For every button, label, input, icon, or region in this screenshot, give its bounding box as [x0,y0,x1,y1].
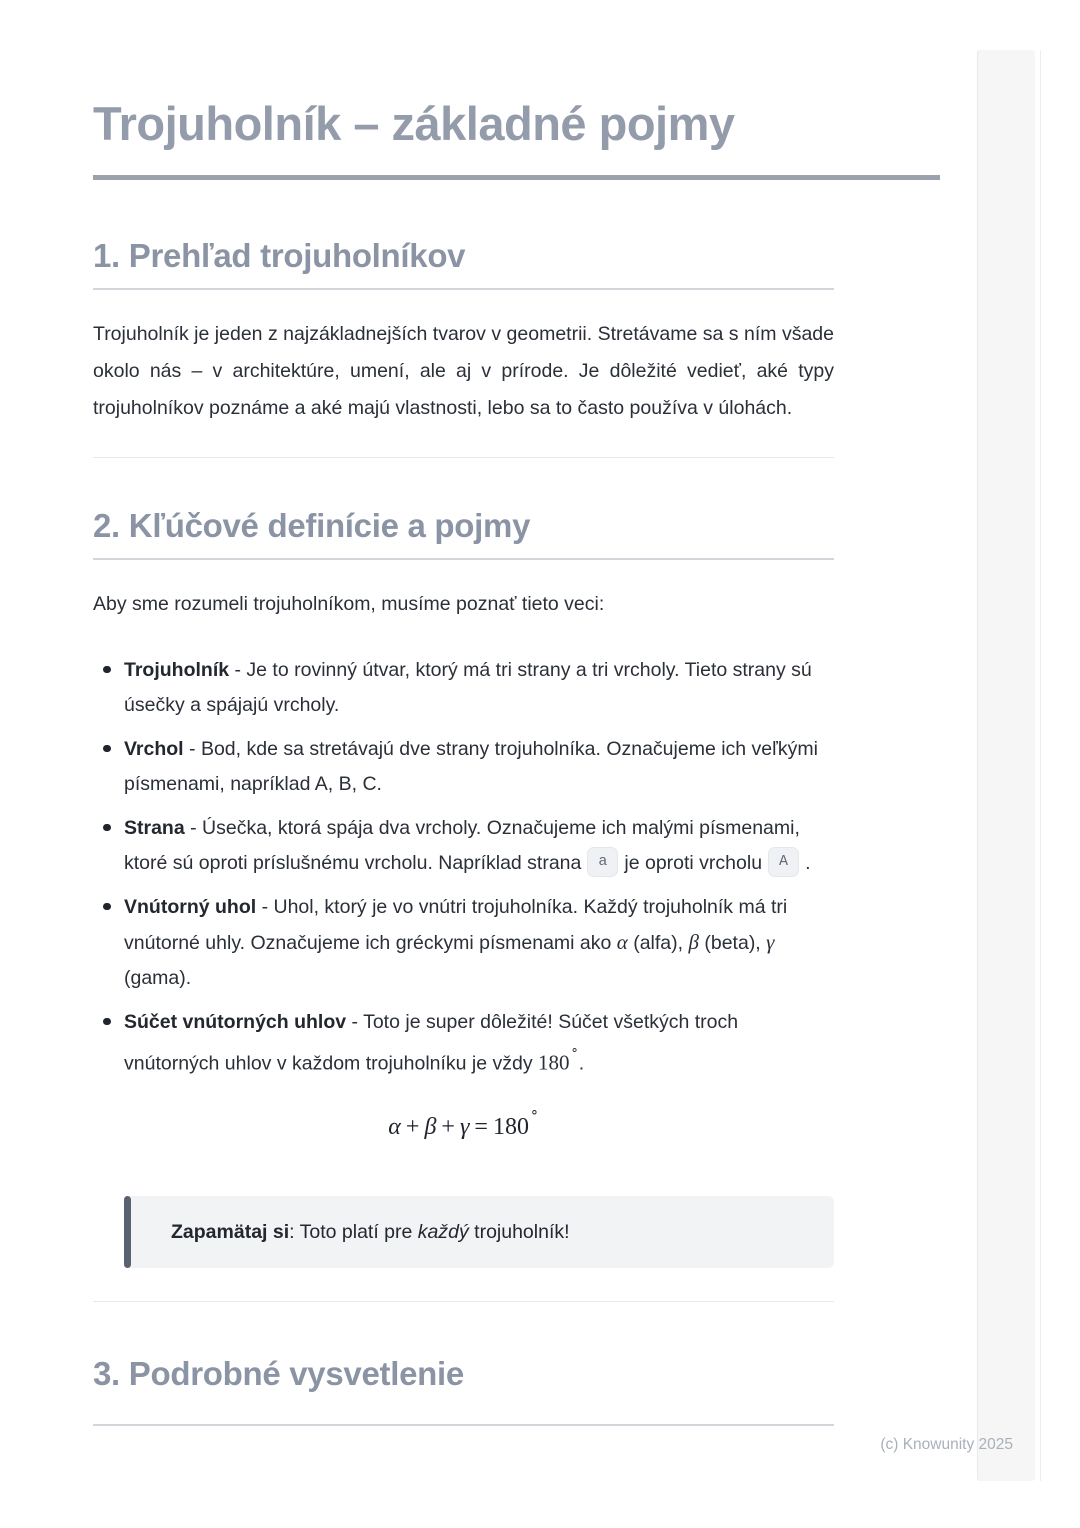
term-definition: . [578,1052,585,1075]
math-plus: + [441,1114,455,1141]
term-definition: - Bod, kde sa stretávajú dve strany trojuholníka. Označujeme ich veľkými písmenami, napríklad A, B, C. [124,737,818,795]
section-divider [93,1301,834,1302]
callout-body: : Toto platí pre [289,1220,418,1243]
math-gamma: γ [766,929,775,954]
term-label: Strana [124,816,185,839]
math-180: 180 [538,1050,570,1075]
section-3-underline [93,1424,834,1426]
right-page-gutter [977,50,1035,1481]
formula-sum-of-angles [93,1105,834,1141]
definitions-list [93,653,834,1082]
term-label: Súčet vnútorných uhlov [124,1010,347,1033]
term-label: Trojuholník [124,658,230,681]
term-definition: - Úsečka, ktorá spája dva vrcholy. Označujeme ich malými písmenami, ktoré sú oproti príslušnému vrcholu. Napríklad strana [124,816,800,874]
term-definition: - Je to rovinný útvar, ktorý má tri strany a tri vrcholy. Tieto strany sú úsečky a spájajú vrcholy. [124,658,812,716]
math-beta: β [424,1114,437,1141]
title-underline [93,175,940,180]
list-item-vnutorny-uhol [124,890,834,996]
section-1-paragraph: Trojuholník je jeden z najzákladnejších tvarov v geometrii. Stretávame sa s ním všade okolo nás – v architektúre, umení, ale aj v prírode. Je dôležité vedieť, aké typy trojuholníkov poznáme a aké majú vlastnosti, lebo sa to často používa v úlohách. [93,322,834,419]
section-2-heading: 2. Kľúčové definície a pojmy [93,506,531,544]
inline-code-a: a [587,847,618,877]
section-3-heading: 3. Podrobné vysvetlenie [93,1355,464,1393]
list-item-strana [124,811,834,881]
section-divider [93,457,834,458]
callout-body: trojuholník! [468,1220,570,1243]
callout-text [131,1221,570,1244]
degree-symbol: ∘ [529,1105,539,1121]
next-page-edge-line [1040,50,1041,1481]
math-alpha: α [388,1114,401,1141]
section-1-heading: 1. Prehľad trojuholníkov [93,236,466,274]
page-title: Trojuholník – základné pojmy [93,97,735,150]
list-item-vrchol [124,732,834,802]
term-definition: (beta), [698,931,767,954]
callout-note [124,1196,834,1268]
term-label: Vnútorný uhol [124,895,257,918]
math-equals: = [474,1114,488,1141]
section-1-underline [93,288,834,290]
inline-code-A: A [768,847,799,877]
section-2-intro: Aby sme rozumeli trojuholníkom, musíme poznať tieto veci: [93,592,605,615]
term-definition: (alfa), [627,931,689,954]
math-plus: + [405,1114,420,1141]
degree-symbol: ∘ [570,1041,579,1057]
list-item-sucet-uhlov [124,1005,834,1082]
math-alpha: α [616,929,628,954]
section-2-underline [93,558,834,560]
term-definition: - Uhol, ktorý je vo vnútri trojuholníka. Každý trojuholník má tri vnútorné uhly. Označujeme ich gréckymi písmenami ako [124,895,788,954]
term-definition: - Toto je super dôležité! Súčet všetkých troch vnútorných uhlov v každom trojuholníku je vždy [124,1010,739,1075]
math-gamma: γ [459,1114,470,1141]
copyright-watermark: (c) Knowunity 2025 [880,1436,1013,1453]
list-item-trojuholnik [124,653,834,723]
term-definition: . [805,851,811,874]
term-definition: je oproti vrcholu [624,851,763,874]
callout-accent-bar [124,1196,131,1268]
document-page [93,0,834,1426]
term-label: Vrchol [124,737,184,760]
math-180: 180 [492,1114,529,1141]
callout-emphasis: každý [417,1220,469,1243]
term-definition: (gama). [124,966,192,989]
callout-lead: Zapamätaj si [171,1220,290,1243]
math-beta: β [688,929,699,954]
